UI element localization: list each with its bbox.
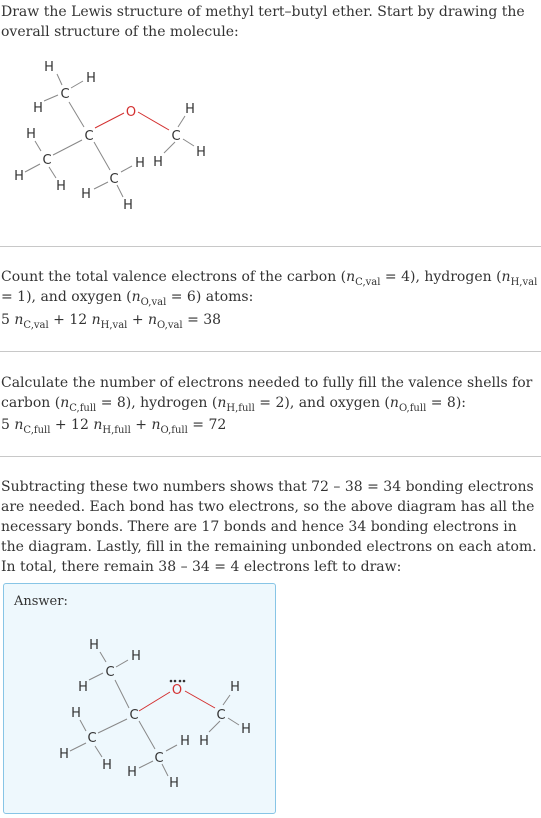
bond-c-h bbox=[94, 182, 108, 189]
lone-pair-dots bbox=[170, 680, 186, 683]
atom-h: H bbox=[185, 102, 195, 117]
valence-formula: 5 $n_{C,val} + 12$ $n_{H,val} + n_{O,val} = 38$ bbox=[1, 312, 222, 331]
lone-pair-dot bbox=[183, 680, 186, 683]
atom-o: O bbox=[125, 105, 137, 120]
atom-h: H bbox=[56, 179, 66, 194]
atom-c: C bbox=[60, 87, 70, 102]
atom-h: H bbox=[78, 680, 88, 695]
bond-c-h bbox=[71, 81, 83, 88]
bond-c-h bbox=[35, 141, 41, 151]
atom-c-central: C bbox=[84, 129, 94, 144]
divider bbox=[0, 456, 541, 457]
atom-h: H bbox=[44, 60, 54, 75]
full-shell-text: Calculate the number of electrons needed to fully fill the valence shells for carbon $(n_{C,full} = 8)$, hydrogen $(n_{H,full} = 2)$, and oxygen $(n_{O,full} = 8)$: bbox=[1, 375, 533, 414]
bond-c-h bbox=[49, 167, 56, 178]
atom-h: H bbox=[153, 155, 163, 170]
bond-c-o bbox=[139, 692, 170, 711]
atom-c: C bbox=[42, 153, 52, 168]
bond-c-h bbox=[89, 673, 103, 680]
atom-h: H bbox=[59, 747, 69, 762]
bond-c-h bbox=[139, 761, 153, 768]
bond-c-h bbox=[121, 166, 132, 172]
bond-c-c-bottom bbox=[94, 142, 110, 170]
intro-text: Draw the Lewis structure of methyl tert–butyl ether. Start by drawing the overall structure of the molecule: bbox=[1, 4, 525, 40]
answer-label: Answer: bbox=[14, 594, 68, 609]
bond-c-h bbox=[95, 746, 102, 757]
atom-c: C bbox=[105, 665, 115, 680]
atom-c: C bbox=[109, 172, 119, 187]
atom-h: H bbox=[180, 734, 190, 749]
bond-c-c-bottom bbox=[139, 721, 155, 749]
bond-c-h bbox=[178, 116, 185, 127]
atom-h: H bbox=[196, 145, 206, 160]
atom-h: H bbox=[131, 649, 141, 664]
bond-c-h bbox=[228, 718, 239, 725]
atom-h: H bbox=[199, 734, 209, 749]
atom-c: C bbox=[154, 751, 164, 766]
divider bbox=[0, 351, 541, 352]
bond-c-h bbox=[44, 95, 58, 101]
bond-o-ch3 bbox=[185, 691, 215, 708]
bond-c-h bbox=[70, 743, 86, 751]
atom-h: H bbox=[33, 101, 43, 116]
valence-count-text: Count the total valence electrons of the carbon $(n_{C,val} = 4)$, hydrogen $(n_{H,val} = 1)$, and oxygen $(n_{O,val} = 6)$ atoms: bbox=[1, 269, 538, 308]
bond-c-c-left bbox=[53, 140, 82, 155]
atom-c: C bbox=[171, 129, 181, 144]
bond-c-h bbox=[183, 139, 194, 146]
atom-h: H bbox=[86, 71, 96, 86]
molecule-diagram bbox=[0, 50, 230, 220]
atom-c: C bbox=[216, 708, 226, 723]
bond-c-c-top bbox=[69, 102, 84, 127]
atom-h: H bbox=[89, 638, 99, 653]
atom-h: H bbox=[81, 187, 91, 202]
lone-pair-dot bbox=[174, 680, 177, 683]
full-shell-formula: 5 $n_{C,full} + 12$ $n_{H,full} + n_{O,full} = 72$ bbox=[1, 417, 227, 436]
lone-pair-dot bbox=[179, 680, 182, 683]
bond-c-h bbox=[100, 652, 106, 662]
bonding-electrons-text: Subtracting these two numbers shows that 72 – 38 = 34 bonding electrons are needed. Each bond has two electrons, so the above diagram has all the necessary bonds. There are 17 bonds and hence 34 bonding electrons in the diagram. Lastly, fill in the remaining unbonded electrons on each atom. In total, there remain 38 – 34 = 4 electrons left to draw: bbox=[1, 479, 537, 575]
atom-h: H bbox=[230, 680, 240, 695]
bond-c-h bbox=[116, 660, 128, 667]
atom-h: H bbox=[71, 706, 81, 721]
bond-c-c-left bbox=[98, 719, 127, 733]
atom-h: H bbox=[14, 169, 24, 184]
divider bbox=[0, 246, 541, 247]
lone-pair-dot bbox=[170, 680, 173, 683]
atom-h: H bbox=[135, 156, 145, 171]
atom-h: H bbox=[127, 765, 137, 780]
atom-h: H bbox=[123, 198, 133, 213]
bond-c-h bbox=[166, 745, 177, 751]
atom-h: H bbox=[169, 776, 179, 791]
bond-c-o bbox=[95, 113, 124, 128]
bond-c-c-top bbox=[115, 680, 129, 708]
atom-c-central: C bbox=[129, 708, 139, 723]
atom-o: O bbox=[171, 683, 183, 698]
bond-c-h bbox=[57, 74, 62, 85]
atom-h: H bbox=[26, 127, 36, 142]
atom-h: H bbox=[102, 758, 112, 773]
bond-c-h bbox=[223, 695, 230, 705]
lewis-structure-diagram bbox=[55, 630, 270, 795]
atom-c: C bbox=[87, 731, 97, 746]
bond-o-ch3 bbox=[138, 112, 169, 130]
bond-c-h bbox=[80, 720, 86, 731]
bond-c-h bbox=[25, 164, 40, 172]
atom-h: H bbox=[241, 722, 251, 737]
